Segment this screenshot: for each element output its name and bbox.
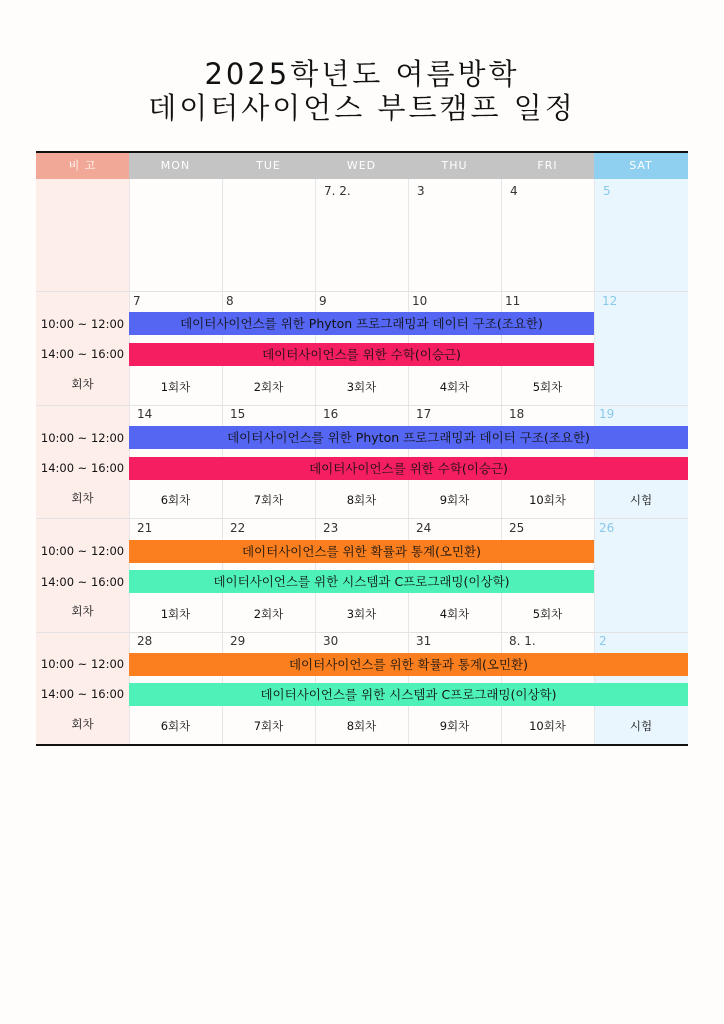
date-thu: 24 (416, 521, 432, 535)
date-fri: 18 (509, 407, 525, 421)
header-sat: SAT (594, 153, 688, 179)
date-tue: 22 (230, 521, 246, 535)
date-wed: 16 (323, 407, 339, 421)
exam-label: 시험 (629, 493, 653, 507)
week-separator (36, 632, 688, 633)
time-slot-morning: 10:00 ~ 12:00 (40, 544, 125, 558)
session-label: 5회차 (532, 380, 563, 394)
date-wed: 7. 2. (324, 184, 351, 198)
header-fri: FRI (501, 153, 594, 179)
systems-course-bar: 데이터사이언스를 위한 시스템과 C프로그래밍(이상학) (129, 683, 688, 706)
time-slot-afternoon: 14:00 ~ 16:00 (40, 347, 125, 361)
session-label: 7회차 (253, 493, 284, 507)
session-label: 9회차 (439, 719, 470, 733)
date-sat: 26 (599, 521, 615, 535)
time-slot-morning: 10:00 ~ 12:00 (40, 317, 125, 331)
date-mon: 14 (137, 407, 153, 421)
session-label: 7회차 (253, 719, 284, 733)
date-sat: 19 (599, 407, 615, 421)
date-thu: 17 (416, 407, 432, 421)
date-mon: 7 (133, 294, 141, 308)
probability-course-bar: 데이터사이언스를 위한 확률과 통계(오민환) (129, 653, 688, 676)
time-slot-afternoon: 14:00 ~ 16:00 (40, 575, 125, 589)
date-thu: 3 (417, 184, 425, 198)
header-wed: WED (315, 153, 408, 179)
date-tue: 15 (230, 407, 246, 421)
session-label: 3회차 (346, 607, 377, 621)
session-label: 8회차 (346, 493, 377, 507)
time-slot-morning: 10:00 ~ 12:00 (40, 657, 125, 671)
date-mon: 28 (137, 634, 153, 648)
python-course-bar: 데이터사이언스를 위한 Phyton 프로그래밍과 데이터 구조(조요한) (129, 426, 688, 449)
systems-course-bar: 데이터사이언스를 위한 시스템과 C프로그래밍(이상학) (129, 570, 594, 593)
date-wed: 30 (323, 634, 339, 648)
session-label: 5회차 (532, 607, 563, 621)
session-row-label: 회차 (71, 377, 94, 391)
session-label: 4회차 (439, 380, 470, 394)
date-fri: 25 (509, 521, 525, 535)
week-separator (36, 518, 688, 519)
session-row-label: 회차 (71, 604, 94, 618)
schedule-calendar (36, 151, 688, 746)
session-label: 8회차 (346, 719, 377, 733)
page-title-line2: 데이터사이언스 부트캠프 일정 (148, 91, 576, 125)
date-thu: 31 (416, 634, 432, 648)
date-fri: 11 (505, 294, 521, 308)
header-thu: THU (408, 153, 501, 179)
date-tue: 8 (226, 294, 234, 308)
date-mon: 21 (137, 521, 153, 535)
header-tue: TUE (222, 153, 315, 179)
session-row-label: 회차 (71, 717, 94, 731)
table-bottom-border (36, 744, 688, 746)
time-slot-morning: 10:00 ~ 12:00 (40, 431, 125, 445)
page-title-line1: 2025학년도 여름방학 (204, 57, 520, 91)
date-wed: 23 (323, 521, 339, 535)
exam-label: 시험 (629, 719, 653, 733)
session-label: 6회차 (160, 493, 191, 507)
date-fri: 8. 1. (509, 634, 536, 648)
session-label: 1회차 (160, 607, 191, 621)
header-mon: MON (129, 153, 222, 179)
date-wed: 9 (319, 294, 327, 308)
session-label: 9회차 (439, 493, 470, 507)
python-course-bar: 데이터사이언스를 위한 Phyton 프로그래밍과 데이터 구조(조요한) (129, 312, 594, 335)
week-separator (36, 405, 688, 406)
date-fri: 4 (510, 184, 518, 198)
math-course-bar: 데이터사이언스를 위한 수학(이승근) (129, 343, 594, 366)
session-row-label: 회차 (71, 491, 94, 505)
date-sat: 12 (602, 294, 618, 308)
time-slot-afternoon: 14:00 ~ 16:00 (40, 461, 125, 475)
session-label: 4회차 (439, 607, 470, 621)
session-label: 3회차 (346, 380, 377, 394)
session-label: 2회차 (253, 607, 284, 621)
session-label: 10회차 (529, 493, 566, 507)
session-label: 6회차 (160, 719, 191, 733)
week-separator (36, 291, 688, 292)
date-sat: 5 (603, 184, 611, 198)
math-course-bar: 데이터사이언스를 위한 수학(이승근) (129, 457, 688, 480)
probability-course-bar: 데이터사이언스를 위한 확률과 통계(오민환) (129, 540, 594, 563)
date-sat: 2 (599, 634, 607, 648)
session-label: 10회차 (529, 719, 566, 733)
date-tue: 29 (230, 634, 246, 648)
date-thu: 10 (412, 294, 428, 308)
session-label: 1회차 (160, 380, 191, 394)
header-memo: 비 고 (36, 153, 129, 179)
session-label: 2회차 (253, 380, 284, 394)
time-slot-afternoon: 14:00 ~ 16:00 (40, 687, 125, 701)
